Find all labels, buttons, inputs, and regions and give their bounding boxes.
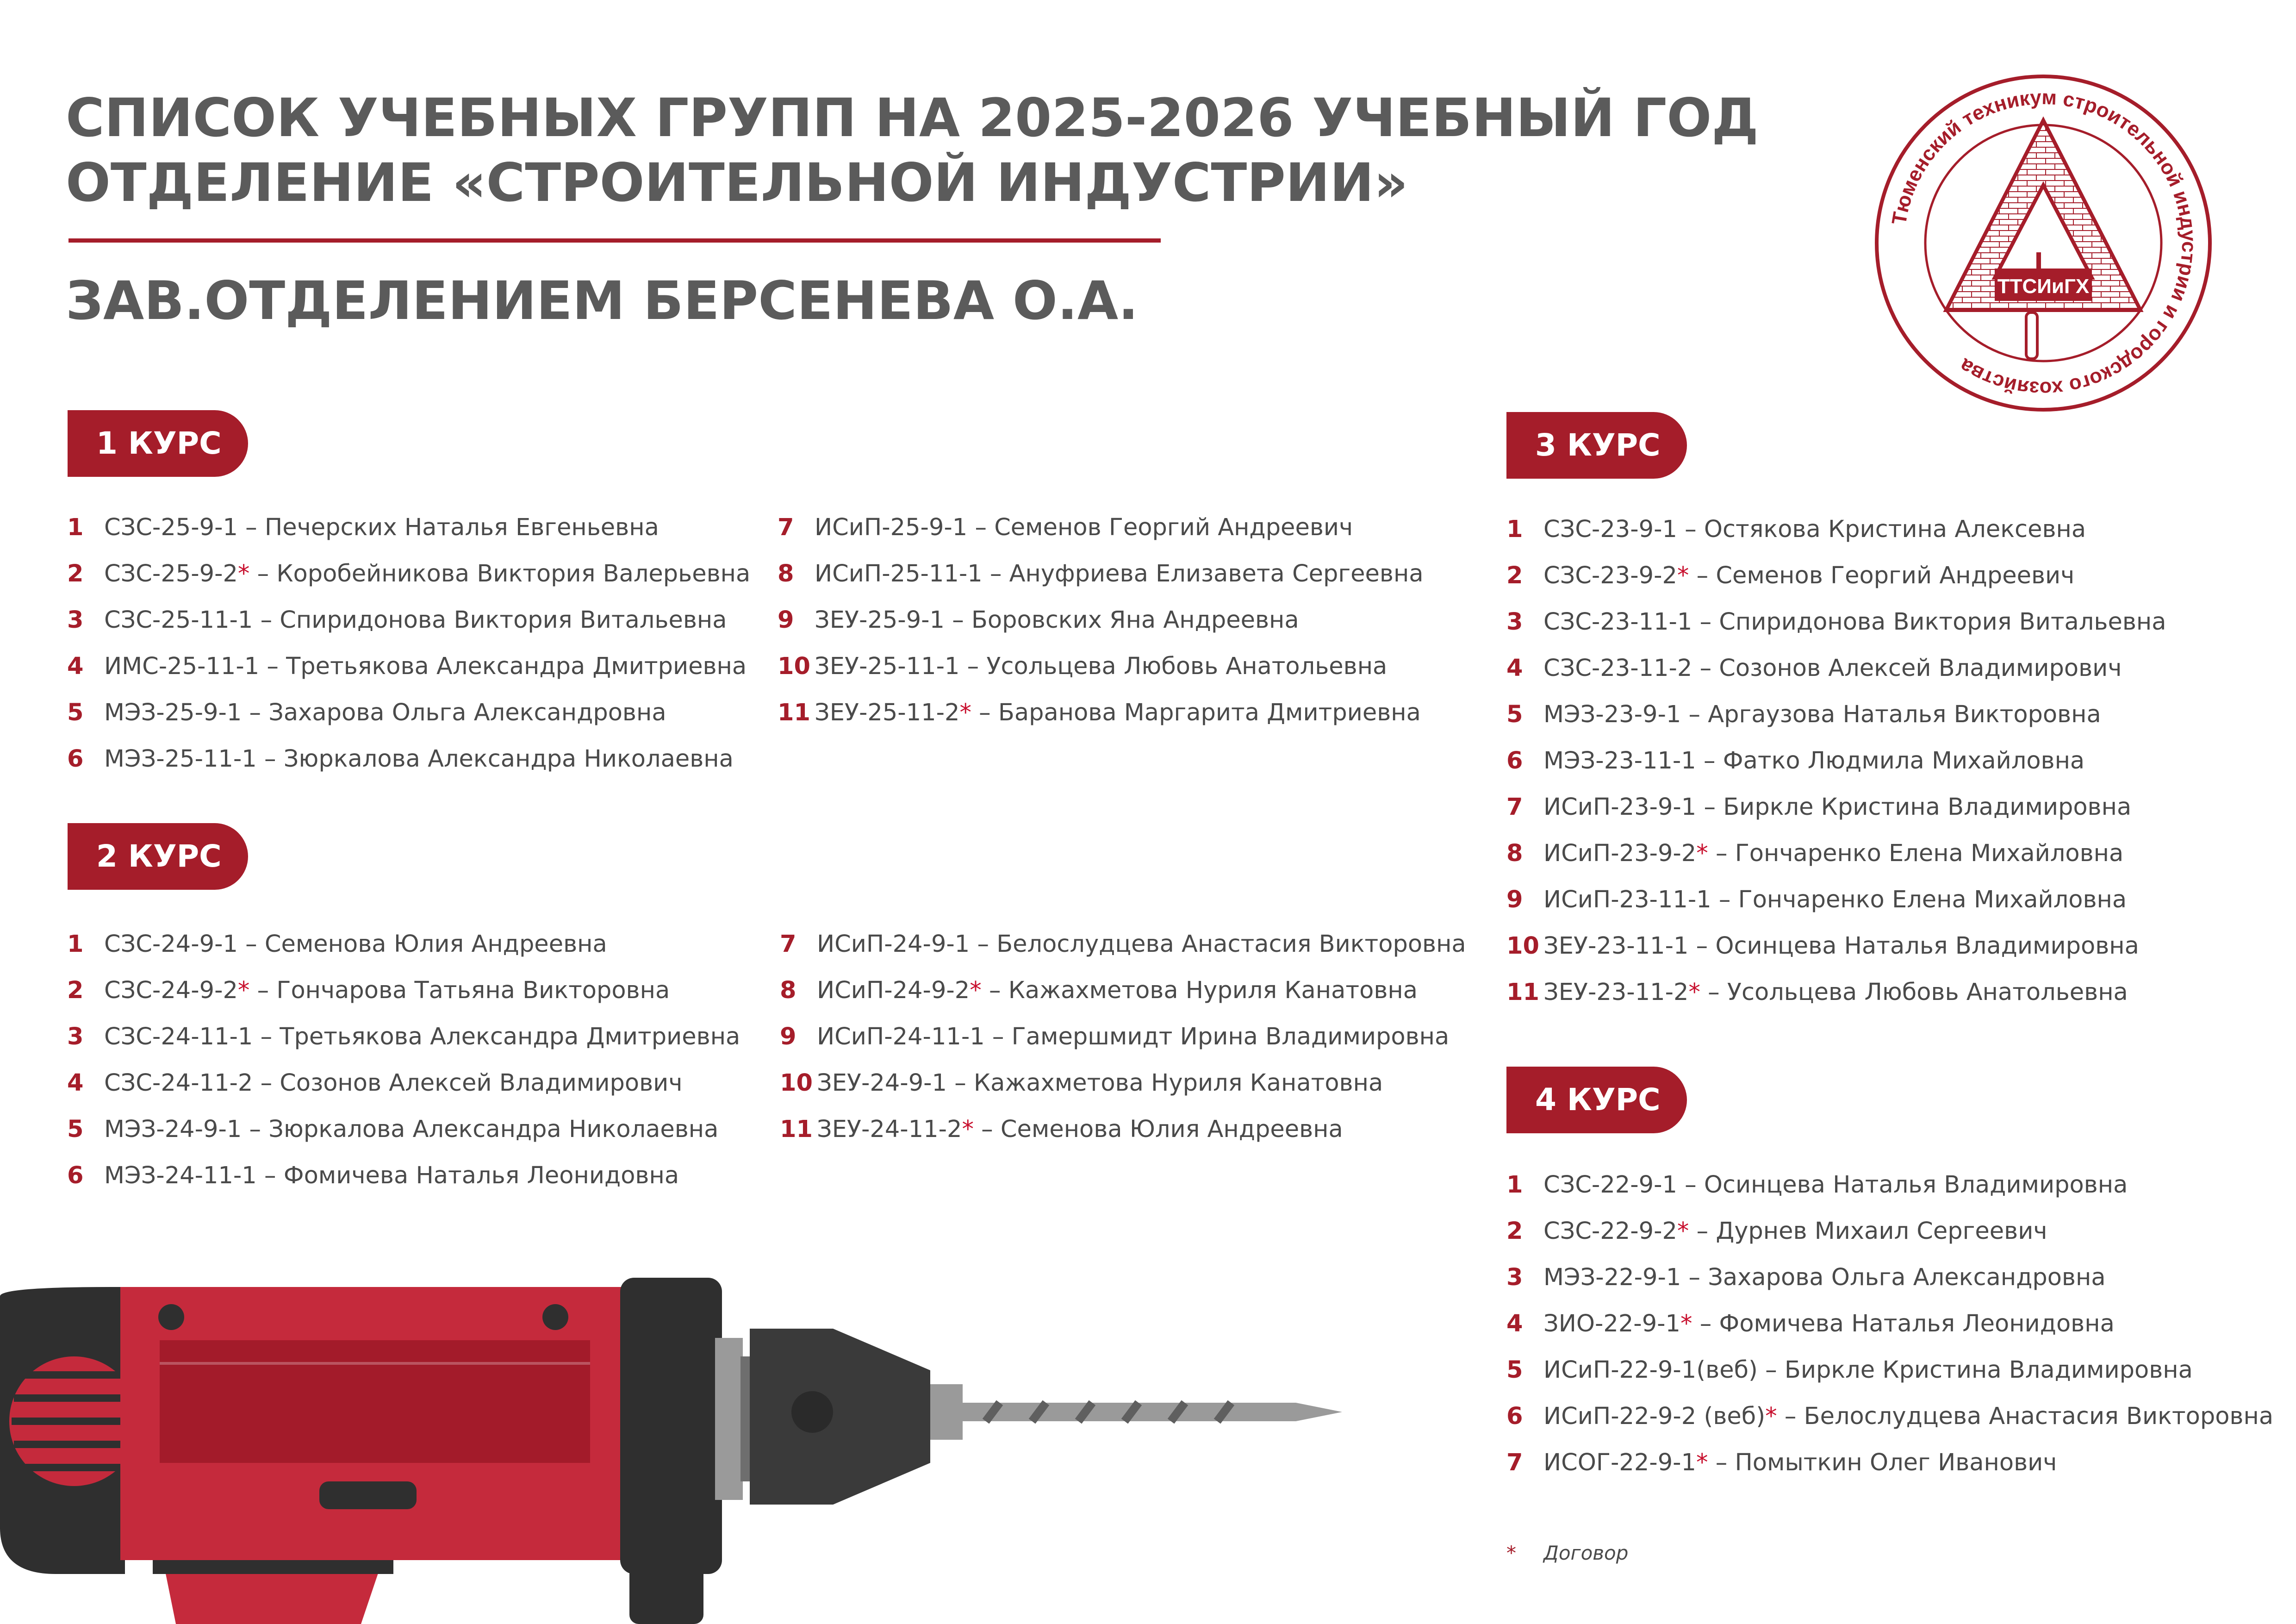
contract-mark: * [962, 1116, 974, 1143]
group-code: СЗС-23-9-2 [1543, 562, 1677, 589]
list-item [1506, 553, 2166, 599]
group-code: ИСиП-24-9-2 [817, 977, 970, 1004]
contract-mark: * [1765, 1403, 1777, 1430]
curator-name: – Фомичева Наталья Леонидовна [1692, 1310, 2115, 1337]
curator-name: – Семенова Юлия Андреевна [237, 931, 607, 958]
group-code: СЗС-24-9-2 [104, 977, 238, 1004]
contract-mark: * [1688, 979, 1700, 1006]
curator-name: – Созонов Алексей Владимирович [1692, 655, 2122, 682]
list-item [67, 1014, 740, 1060]
curator-name: – Ануфриева Елизавета Сергеевна [982, 560, 1424, 587]
item-number: 8 [780, 977, 796, 1004]
list-item [1506, 599, 2166, 645]
curator-name: – Баранова Маргарита Дмитриевна [971, 699, 1421, 726]
group-code: МЭЗ-23-11-1 [1543, 747, 1696, 775]
list-item [67, 643, 750, 690]
curator-name: – Фомичева Наталья Леонидовна [256, 1162, 679, 1189]
list-item [1506, 692, 2166, 738]
group-code: СЗС-24-9-1 [104, 931, 238, 958]
group-code: ИСиП-24-11-1 [817, 1023, 985, 1050]
curator-name: – Спиридонова Виктория Витальевна [1692, 608, 2166, 636]
course-2-list-b [780, 921, 1466, 1153]
group-code: СЗС-25-11-1 [104, 606, 253, 634]
item-number: 2 [1506, 1218, 1523, 1245]
course-1-tab: 1 КУРС [68, 410, 248, 477]
item-number: 9 [780, 1023, 796, 1050]
list-item [778, 551, 1424, 597]
item-number: 3 [67, 606, 84, 634]
list-item [67, 1153, 740, 1199]
curator-name: – Семенов Георгий Андреевич [967, 514, 1353, 541]
curator-name: – Биркле Кристина Владимировна [1696, 793, 2132, 821]
group-code: СЗС-24-11-1 [104, 1023, 253, 1050]
curator-name: – Третьякова Александра Дмитриевна [253, 1023, 740, 1050]
list-item [67, 1106, 740, 1153]
item-number: 4 [1506, 655, 1523, 682]
course-1-list-a [67, 505, 750, 782]
legend [1506, 1542, 1628, 1564]
group-code: ИСиП-24-9-1 [817, 931, 970, 958]
curator-name: – Семенов Георгий Андреевич [1689, 562, 2075, 589]
group-code: СЗС-25-9-2 [104, 560, 238, 587]
logo-ring-text: Тюменский техникум строительной индустрии и городского хозяйства [1887, 86, 2201, 400]
item-number: 7 [778, 514, 794, 541]
curator-name: – Боровских Яна Андреевна [945, 606, 1299, 634]
course-1-list-b [778, 505, 1424, 736]
list-item [1506, 1440, 2273, 1486]
item-number: 6 [67, 1162, 84, 1189]
curator-name: – Фатко Людмила Михайловна [1696, 747, 2085, 775]
item-number: 9 [1506, 886, 1523, 913]
curator-name: – Помыткин Олег Иванович [1708, 1449, 2057, 1476]
head-of-department: ЗАВ.ОТДЕЛЕНИЕМ БЕРСЕНЕВА О.А. [66, 270, 1139, 331]
group-code: ЗЕУ-23-11-1 [1543, 932, 1689, 960]
item-number: 4 [67, 1069, 84, 1097]
item-number: 3 [1506, 608, 1523, 636]
list-item [67, 597, 750, 643]
group-code: ЗЕУ-24-11-2 [817, 1116, 962, 1143]
list-item [1506, 1301, 2273, 1347]
curator-name: – Кажахметова Нуриля Канатовна [981, 977, 1418, 1004]
item-number: 3 [67, 1023, 84, 1050]
curator-name: – Аргаузова Наталья Викторовна [1681, 701, 2101, 728]
course-3-tab: 3 КУРС [1506, 412, 1687, 479]
list-item [778, 643, 1424, 690]
curator-name: – Усольцева Любовь Анатольевна [959, 653, 1388, 680]
curator-name: – Захарова Ольга Александровна [242, 699, 666, 726]
item-number: 9 [778, 606, 794, 634]
title-divider [68, 238, 1161, 243]
item-number: 6 [67, 745, 84, 773]
group-code: ИМС-25-11-1 [104, 653, 260, 680]
list-item [1506, 923, 2166, 969]
group-code: МЭЗ-25-9-1 [104, 699, 242, 726]
curator-name: – Осинцева Наталья Владимировна [1677, 1171, 2128, 1199]
group-code: ИСиП-23-9-1 [1543, 793, 1697, 821]
list-item [778, 505, 1424, 551]
item-number: 2 [1506, 562, 1523, 589]
group-code: ИСиП-23-11-1 [1543, 886, 1711, 913]
curator-name: – Спиридонова Виктория Витальевна [253, 606, 727, 634]
list-item [67, 1060, 740, 1106]
curator-name: – Гончаренко Елена Михайловна [1708, 840, 2124, 867]
course-4-tab: 4 КУРС [1506, 1067, 1687, 1133]
item-number: 8 [1506, 840, 1523, 867]
title-line-2: ОТДЕЛЕНИЕ «СТРОИТЕЛЬНОЙ ИНДУСТРИИ» [66, 152, 1408, 213]
item-number: 10 [1506, 932, 1539, 960]
item-number: 2 [67, 560, 84, 587]
group-code: СЗС-22-9-1 [1543, 1171, 1677, 1199]
list-item [778, 597, 1424, 643]
course-2-list-a [67, 921, 740, 1199]
contract-mark: * [1680, 1310, 1692, 1337]
curator-name: – Осинцева Наталья Владимировна [1688, 932, 2139, 960]
item-number: 11 [1506, 979, 1539, 1006]
group-code: СЗС-23-11-2 [1543, 655, 1692, 682]
curator-name: – Дурнев Михаил Сергеевич [1689, 1218, 2047, 1245]
item-number: 10 [778, 653, 810, 680]
curator-name: – Зюркалова Александра Николаевна [256, 745, 734, 773]
item-number: 1 [67, 514, 84, 541]
item-number: 10 [780, 1069, 813, 1097]
group-code: МЭЗ-23-9-1 [1543, 701, 1681, 728]
curator-name: – Третьякова Александра Дмитриевна [259, 653, 747, 680]
item-number: 8 [778, 560, 794, 587]
curator-name: – Биркле Кристина Владимировна [1757, 1356, 2193, 1384]
list-item [1506, 1347, 2273, 1393]
item-number: 7 [1506, 793, 1523, 821]
legend-symbol: * [1506, 1542, 1516, 1564]
group-code: ИСиП-22-9-1(веб) [1543, 1356, 1758, 1384]
group-code: ИСОГ-22-9-1 [1543, 1449, 1697, 1476]
curator-name: – Печерских Наталья Евгеньевна [237, 514, 659, 541]
drill-illustration [0, 1268, 1388, 1624]
list-item [1506, 831, 2166, 877]
item-number: 11 [778, 699, 810, 726]
curator-name: – Семенова Юлия Андреевна [973, 1116, 1343, 1143]
list-item [780, 1060, 1466, 1106]
contract-mark: * [1696, 840, 1708, 867]
curator-name: – Кажахметова Нуриля Канатовна [947, 1069, 1383, 1097]
group-code: СЗС-24-11-2 [104, 1069, 253, 1097]
course-4-list [1506, 1162, 2273, 1486]
contract-mark: * [970, 977, 982, 1004]
group-code: ЗЕУ-25-11-1 [815, 653, 960, 680]
contract-mark: * [1677, 1218, 1689, 1245]
group-code: ЗИО-22-9-1 [1543, 1310, 1680, 1337]
curator-name: – Гамершмидт Ирина Владимировна [984, 1023, 1450, 1050]
list-item [1506, 969, 2166, 1016]
group-code: ИСиП-22-9-2 (веб) [1543, 1403, 1766, 1430]
list-item [67, 505, 750, 551]
list-item [67, 921, 740, 968]
group-code: ЗЕУ-23-11-2 [1543, 979, 1689, 1006]
group-code: МЭЗ-24-11-1 [104, 1162, 257, 1189]
item-number: 2 [67, 977, 84, 1004]
logo-abbr: ТТСИиГХ [1997, 275, 2090, 298]
item-number: 4 [67, 653, 84, 680]
item-number: 5 [67, 699, 84, 726]
list-item [67, 690, 750, 736]
contract-mark: * [1677, 562, 1689, 589]
curator-name: – Остякова Кристина Алексевна [1677, 516, 2086, 543]
group-code: МЭЗ-22-9-1 [1543, 1264, 1681, 1291]
list-item [780, 968, 1466, 1014]
group-code: СЗС-25-9-1 [104, 514, 238, 541]
group-code: ЗЕУ-24-9-1 [817, 1069, 947, 1097]
group-code: МЭЗ-25-11-1 [104, 745, 257, 773]
list-item [1506, 1255, 2273, 1301]
list-item [780, 1014, 1466, 1060]
item-number: 5 [1506, 701, 1523, 728]
group-code: СЗС-23-11-1 [1543, 608, 1692, 636]
group-code: МЭЗ-24-9-1 [104, 1116, 242, 1143]
contract-mark: * [237, 977, 250, 1004]
item-number: 5 [67, 1116, 84, 1143]
group-code: СЗС-22-9-2 [1543, 1218, 1677, 1245]
item-number: 7 [1506, 1449, 1523, 1476]
contract-mark: * [1696, 1449, 1708, 1476]
contract-mark: * [237, 560, 250, 587]
curator-name: – Гончаренко Елена Михайловна [1711, 886, 2127, 913]
list-item [1506, 1208, 2273, 1255]
course-3-list [1506, 506, 2166, 1016]
item-number: 6 [1506, 1403, 1523, 1430]
curator-name: – Белослудцева Анастасия Викторовна [970, 931, 1466, 958]
course-2-tab: 2 КУРС [68, 823, 248, 890]
list-item [67, 968, 740, 1014]
group-code: ЗЕУ-25-9-1 [815, 606, 945, 634]
curator-name: – Гончарова Татьяна Викторовна [249, 977, 670, 1004]
item-number: 1 [1506, 516, 1523, 543]
contract-mark: * [959, 699, 971, 726]
item-number: 1 [1506, 1171, 1523, 1199]
item-number: 6 [1506, 747, 1523, 775]
curator-name: – Усольцева Любовь Анатольевна [1700, 979, 2128, 1006]
group-code: ИСиП-25-9-1 [815, 514, 968, 541]
group-code: ИСиП-25-11-1 [815, 560, 983, 587]
item-number: 7 [780, 931, 796, 958]
list-item [1506, 1393, 2273, 1440]
college-logo [1870, 69, 2217, 417]
list-item [1506, 877, 2166, 923]
group-code: ЗЕУ-25-11-2 [815, 699, 960, 726]
list-item [67, 551, 750, 597]
curator-name: – Захарова Ольга Александровна [1681, 1264, 2106, 1291]
curator-name: – Коробейникова Виктория Валерьевна [249, 560, 751, 587]
title-line-1: СПИСОК УЧЕБНЫХ ГРУПП НА 2025-2026 УЧЕБНЫЙ ГОД [66, 87, 1759, 149]
list-item [778, 690, 1424, 736]
list-item [1506, 1162, 2273, 1208]
list-item [67, 736, 750, 782]
list-item [1506, 784, 2166, 831]
item-number: 4 [1506, 1310, 1523, 1337]
curator-name: – Зюркалова Александра Николаевна [242, 1116, 719, 1143]
group-code: ИСиП-23-9-2 [1543, 840, 1697, 867]
list-item [780, 921, 1466, 968]
legend-text: Договор [1543, 1542, 1629, 1564]
list-item [1506, 506, 2166, 553]
list-item [1506, 738, 2166, 784]
item-number: 1 [67, 931, 84, 958]
item-number: 3 [1506, 1264, 1523, 1291]
item-number: 5 [1506, 1356, 1523, 1384]
list-item [780, 1106, 1466, 1153]
group-code: СЗС-23-9-1 [1543, 516, 1677, 543]
item-number: 11 [780, 1116, 813, 1143]
curator-name: – Созонов Алексей Владимирович [253, 1069, 683, 1097]
list-item [1506, 645, 2166, 692]
curator-name: – Белослудцева Анастасия Викторовна [1777, 1403, 2274, 1430]
